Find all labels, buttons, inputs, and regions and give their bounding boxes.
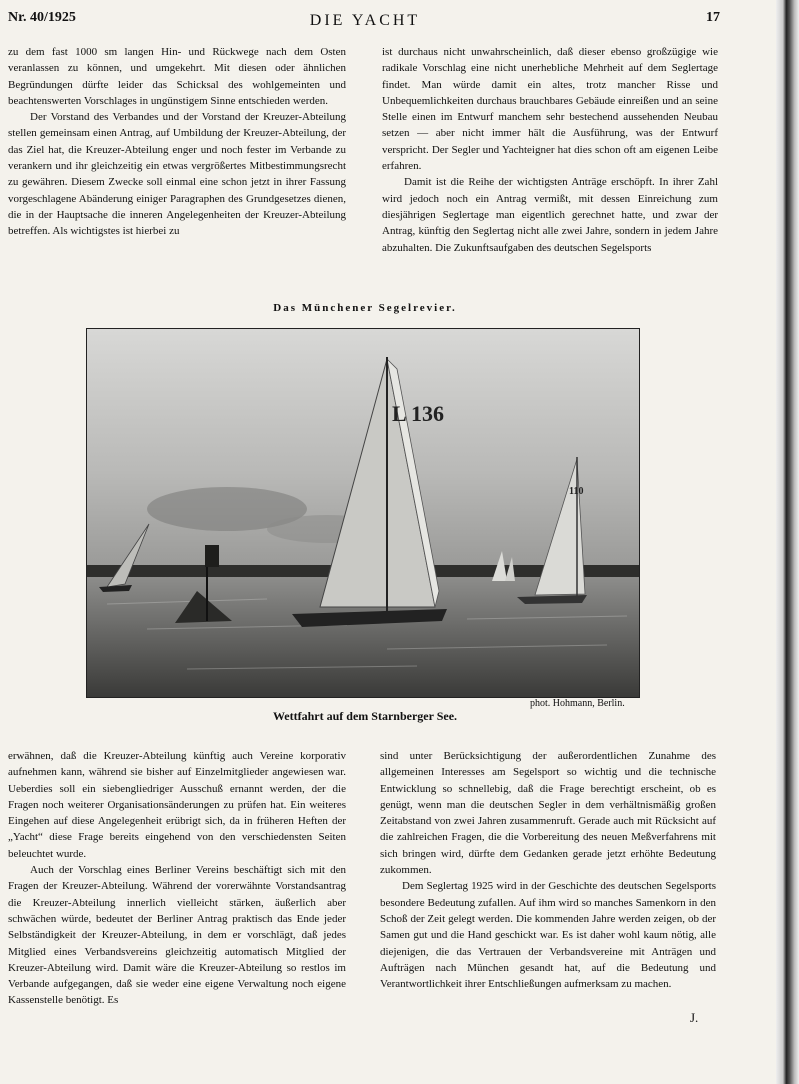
paragraph: Auch der Vorschlag eines Berliner Vereins beschäftigt sich mit den Fragen der Kreuzer-Abteilung. Während der vorerwähnte Vorstandsantrag die Kreuzer-Abteilung innerlich vielleicht stärken, äußerlich aber schwächen würde, bedeutet der Berliner Antrag praktisch das Ende jeder Selbständigkeit der Kreuzer-Abteilung, in dem er vorschlägt, daß jedes Mitglied eines Verbandsvereins gleichzeitig automatisch Mitglied der Kreuzer-Abteilung wird. Damit wäre die Kreuzer-Abteilung so restlos im Verbande aufgegangen, daß sie weder eine eigene Verwaltung noch eigene Kassenstelle benötigt. Es	[8, 864, 346, 1007]
paragraph: sind unter Berücksichtigung der außerordentlichen Zunahme des allgemeinen Interesses am Segelsport so wichtig und die technische Entwicklung so schnellebig, daß die Frage berechtigt erscheint, ob es genügt, wenn man die deutschen Segler in dem verhältnismäßig großen Zeitabstand von zwei Jahren zusammenruft. Gerade auch mit Rücksicht auf die zahlreichen Fragen, die die Vorbereitung des neuen Meßverfahrens mit sich bringen wird, dürfte dem Gedanken gerade jetzt erhöhte Bedeutung zukommen.	[380, 750, 716, 877]
photo-caption: Wettfahrt auf dem Starnberger See.	[272, 709, 458, 723]
author-signature: J.	[690, 1010, 699, 1025]
column-bottom-left	[8, 748, 346, 1009]
column-top-right	[382, 44, 718, 256]
sailing-photo	[86, 328, 640, 698]
paragraph: ist durchaus nicht unwahrscheinlich, daß dieser ebenso großzügige wie radikale Vorschlag eine nicht unerhebliche Mehrheit auf dem Seglertage findet. Man würde damit ein altes, trotz mancher Risse und Unbequemlichkeiten durchaus brauchbares Gebäude einreißen und an seine Stelle einen im Entwurf manchem sehr bestechend aussehenden Neubau setzen — aber nicht immer hält die Ausführung, was der Entwurf verspricht. Der Segler und Yachteigner hat dies schon oft am eigenen Leibe erfahren.	[382, 46, 718, 173]
paragraph: Damit ist die Reihe der wichtigsten Anträge erschöpft. In ihrer Zahl wird jedoch noch ein Antrag vermißt, mit dessen Einreichung zum diesjährigen Seglertage man eigentlich gerechnet hatte, und zwar der Antrag, künftig den Seglertag nicht alle zwei Jahre, sondern in jedem Jahre abzuhalten. Die Zukunftsaufgaben des deutschen Segelsports	[382, 176, 718, 254]
page-edge	[776, 0, 799, 1084]
page-number: 17	[706, 10, 720, 25]
paragraph: zu dem fast 1000 sm langen Hin- und Rückwege nach dem Osten veranlassen zu können, und umgekehrt. Mit diesen oder ähnlichen Begründungen dürfte leider das Schicksal des wohlgemeinten und beachtenswerten Vorschlages in ungünstigem Sinne entschieden werden.	[8, 46, 346, 107]
photo-credit: phot. Hohmann, Berlin.	[530, 698, 625, 709]
sailing-photo-image	[87, 329, 639, 697]
paragraph: Der Vorstand des Verbandes und der Vorstand der Kreuzer-Abteilung stellen gemeinsam einen Antrag, auf Umbildung der Kreuzer-Abteilung, der das Ziel hat, die Kreuzer-Abteilung enger und noch fester im Verbande zu verankern und ihr gleichzeitig ein etwas vergrößertes Mitbestimmungsrecht zu gewähren. Diesem Zwecke soll einmal eine schon jetzt in ihrer Fassung vorgeschlagene Abänderung einiger Paragraphen des Grundgesetzes dienen, die in der Hauptsache die inneren Angelegenheiten der Kreuzer-Abteilung betreffen. Als wichtigstes ist hierbei zu	[8, 111, 346, 238]
paragraph: Dem Seglertag 1925 wird in der Geschichte des deutschen Segelsports besondere Bedeutung zufallen. Auf ihm wird so manches Samenkorn in den Schoß der Zeit gelegt werden. Die kommenden Jahre werden zeigen, ob der Samen gut und die Hand geschickt war. Es ist daher wohl kaum nötig, alle diejenigen, die das Vertrauen der Verbandsvereine mit Anträgen und Aufträgen nach München gesandt hat, auf die Bedeutung und Verantwortlichkeit ihrer Entschließungen aufmerksam zu machen.	[380, 880, 716, 991]
paragraph: erwähnen, daß die Kreuzer-Abteilung künftig auch Vereine korporativ aufnehmen kann, während sie bisher auf Einzelmitglieder angewiesen war. Ueberdies soll ein siebengliedriger Ausschuß ernannt werden, der die Fragen noch weiterer Organisationsänderungen zu prüfen hat. Ein weiteres Eingehen auf diese Angelegenheit erübrigt sich, da in früheren Heften der „Yacht“ diese Frage bereits eingehend von den verschiedensten Seiten beleuchtet wurde.	[8, 750, 346, 860]
sail-number-main: L 136	[392, 401, 444, 426]
journal-title: DIE YACHT	[309, 12, 421, 29]
figure-title: Das Münchener Segelrevier.	[273, 302, 457, 314]
column-bottom-right	[380, 748, 716, 992]
sail-number-right: 110	[569, 486, 584, 497]
column-top-left	[8, 44, 346, 240]
issue-number: Nr. 40/1925	[8, 10, 76, 25]
